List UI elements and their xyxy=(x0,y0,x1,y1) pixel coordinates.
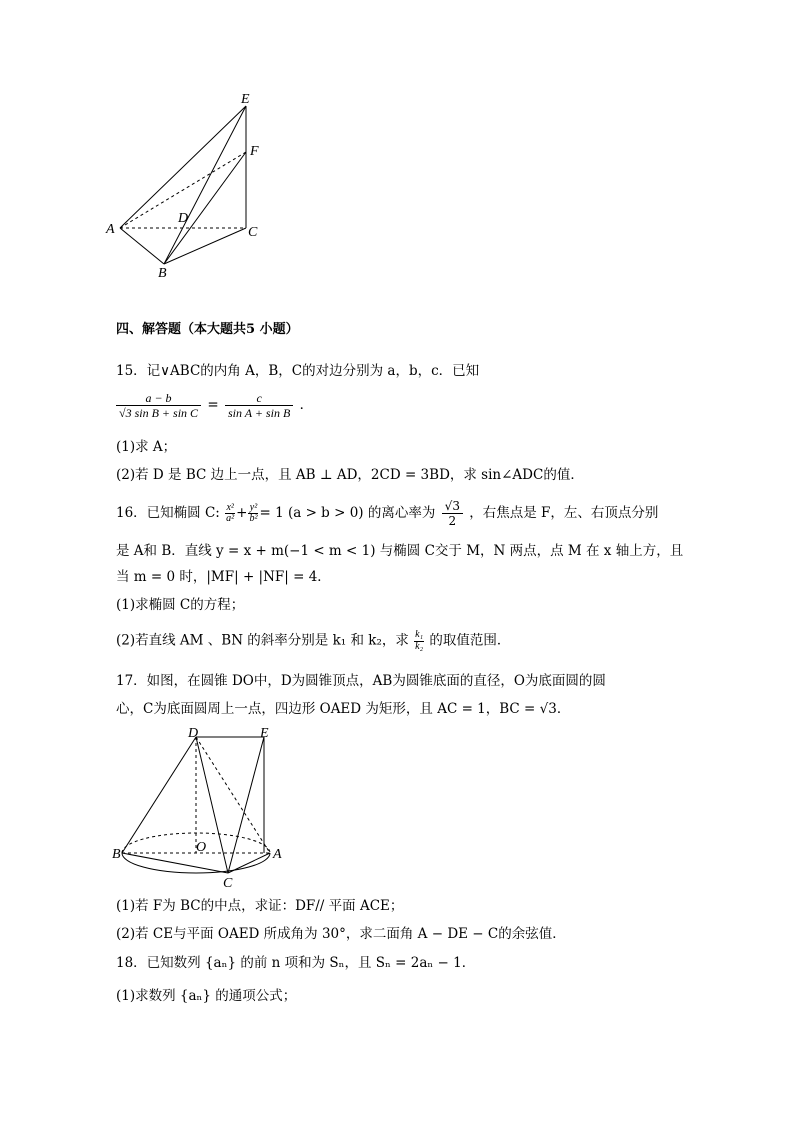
q16-part2-b: 的取值范围． xyxy=(429,632,511,649)
q16-line1-a: 16．已知椭圆 C: xyxy=(116,505,220,521)
q16-ecc-num: √3 xyxy=(442,500,463,514)
label-D: D xyxy=(188,726,199,741)
q15-frac-left-num: a − b xyxy=(116,392,201,406)
q15-frac-right-den: sin A + sin B xyxy=(227,406,291,420)
q15-given-equation: $\frac{a - b}{\text{√3 sin B + sin C}}$ = $\frac{c}{\text{sin A + sin B}}$ ． xyxy=(114,392,313,419)
q17-part1: (1)若 F为 BC的中点，求证：DF// 平面 ACE； xyxy=(116,898,404,914)
base-front xyxy=(122,853,270,873)
q16-x-frac: $\frac{\text{x²}}{\text{a²}}$ xyxy=(226,501,235,524)
pyramid-figure xyxy=(100,88,280,288)
label-A: A xyxy=(106,222,115,237)
label-B: B xyxy=(158,266,167,281)
edge-AB xyxy=(120,228,164,264)
q18-line1: 18．已知数列 {aₙ} 的前 n 项和为 Sₙ，且 Sₙ = 2aₙ − 1． xyxy=(116,955,476,971)
edge-CA xyxy=(228,853,270,873)
q17-line2: 心，C为底面圆周上一点，四边形 OAED 为矩形，且 AC = 1，BC = √3． xyxy=(116,701,571,717)
q17-part2: (2)若 CE与平面 OAED 所成角为 30°，求二面角 A − DE − C的余弦值． xyxy=(116,926,566,942)
q15-frac-left xyxy=(116,392,201,419)
section-heading: 四、解答题（本大题共5 小题） xyxy=(116,322,299,337)
label-E: E xyxy=(241,92,250,107)
edge-FB xyxy=(164,152,246,264)
q16-eccentricity xyxy=(442,500,463,527)
q16-ecc-den: 2 xyxy=(448,514,457,528)
q15-part1: (1)求 A； xyxy=(116,439,177,455)
q17-line1: 17．如图，在圆锥 DO中，D为圆锥顶点，AB为圆锥底面的直径，O为底面圆的圆 xyxy=(116,673,606,689)
q15-equals: = xyxy=(207,397,219,413)
edge-AE xyxy=(120,106,246,228)
label-O: O xyxy=(196,840,207,855)
q16-ratio-den: k₂ xyxy=(415,640,424,652)
edge-EB xyxy=(164,106,246,264)
label-E: E xyxy=(260,726,269,741)
q16-part2 xyxy=(116,630,510,652)
q16-line1-c: ，右焦点是 F，左、右顶点分别 xyxy=(469,505,659,521)
label-B: B xyxy=(112,847,121,862)
label-D: D xyxy=(178,211,189,226)
q16-line1: 16．已知椭圆 C: $\frac{\text{x²}}{\text{a²}}$ + $\frac{\text{y²}}{\text{b²}}$ = 1 (a > b > 0) 的离心率为 $\frac{√3}{2}$ ，右焦点是 F，左、右顶点分别 xyxy=(116,499,659,528)
cone-figure xyxy=(110,725,290,895)
q18-part1: (1)求数列 {aₙ} 的通项公式； xyxy=(116,988,297,1004)
q16-part2-a: (2)若直线 AM 、BN 的斜率分别是 k₁ 和 k₂，求 xyxy=(116,632,409,649)
edge-BC xyxy=(122,853,228,873)
label-A: A xyxy=(273,847,282,862)
q16-y-frac: $\frac{\text{y²}}{\text{b²}}$ xyxy=(249,501,258,524)
label-C: C xyxy=(223,876,233,891)
q15-intro: 15．记∨ABC的内角 A，B，C的对边分别为 a，b，c．已知 xyxy=(116,363,480,379)
q16-part1: (1)求椭圆 C的方程； xyxy=(116,597,245,613)
q16-ratio-num: k₁ xyxy=(415,629,424,640)
q15-part2: (2)若 D 是 BC 边上一点，且 AB ⊥ AD，2CD = 3BD，求 sin∠ADC的值． xyxy=(116,467,584,483)
q16-line1-b: (a > b > 0) 的离心率为 xyxy=(287,505,436,521)
q16-ratio xyxy=(414,630,424,652)
edge-BC xyxy=(164,228,246,264)
label-F: F xyxy=(250,144,259,159)
q15-frac-left-den: √3 sin B + sin C xyxy=(119,406,199,420)
edge-EC xyxy=(228,737,264,873)
q16-line2: 是 A和 B．直线 y = x + m(−1 < m < 1) 与椭圆 C交于 M，N 两点，点 M 在 x 轴上方，且 xyxy=(116,543,684,559)
q15-frac-right xyxy=(225,392,293,419)
label-C: C xyxy=(248,225,258,240)
q15-frac-right-num: c xyxy=(225,392,293,406)
q16-line3: 当 m = 0 时，|MF| + |NF| = 4． xyxy=(116,569,331,585)
